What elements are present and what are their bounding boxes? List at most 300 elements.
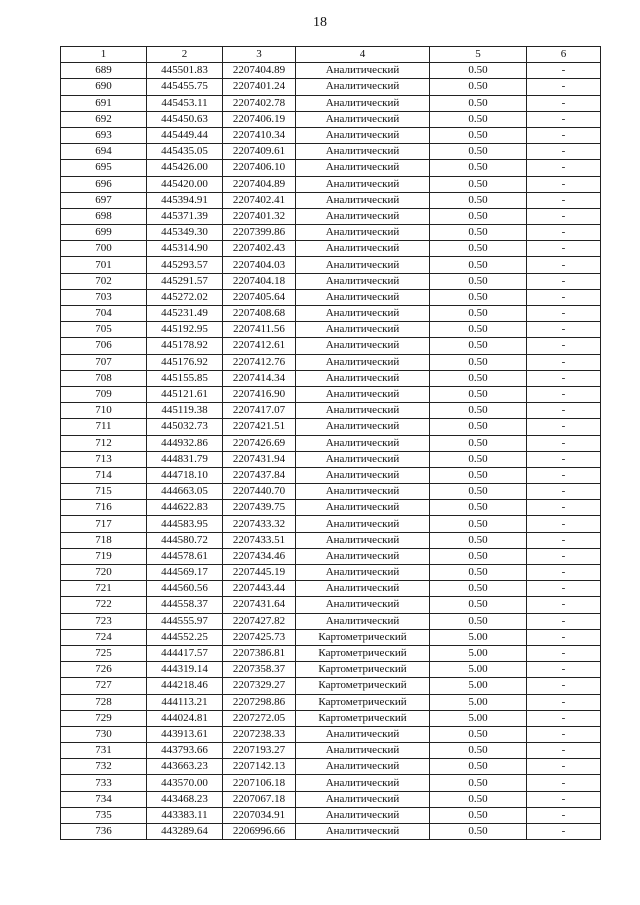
table-cell: 445420.00 (147, 176, 223, 192)
table-cell: 444580.72 (147, 532, 223, 548)
table-cell: 700 (61, 241, 147, 257)
table-cell: Аналитический (296, 484, 430, 500)
table-cell: 0.50 (430, 241, 527, 257)
page-number: 18 (313, 15, 327, 30)
table-row (61, 273, 601, 289)
table-cell: 444024.81 (147, 710, 223, 726)
table-cell: - (527, 451, 601, 467)
table-row (61, 824, 601, 840)
table-cell: 0.50 (430, 208, 527, 224)
table-cell: 2207067.18 (223, 791, 296, 807)
table-cell: 443289.64 (147, 824, 223, 840)
table-cell: 734 (61, 791, 147, 807)
table-cell: Аналитический (296, 386, 430, 402)
table-cell: - (527, 565, 601, 581)
table-cell: 2207399.86 (223, 225, 296, 241)
table-cell: - (527, 208, 601, 224)
table-cell: 444560.56 (147, 581, 223, 597)
table-cell: - (527, 694, 601, 710)
table-cell: - (527, 629, 601, 645)
table-cell: Картометрический (296, 629, 430, 645)
table-cell: 5.00 (430, 662, 527, 678)
table-row (61, 759, 601, 775)
table-cell: 2207272.05 (223, 710, 296, 726)
table-cell: 727 (61, 678, 147, 694)
table-cell: 725 (61, 645, 147, 661)
table-cell: 730 (61, 726, 147, 742)
table-cell: - (527, 289, 601, 305)
table-row (61, 306, 601, 322)
table-cell: Аналитический (296, 807, 430, 823)
table-cell: 718 (61, 532, 147, 548)
table-cell: - (527, 257, 601, 273)
table-row (61, 629, 601, 645)
table-row (61, 208, 601, 224)
table-cell: 0.50 (430, 127, 527, 143)
table-row (61, 289, 601, 305)
table-cell: 5.00 (430, 710, 527, 726)
table-cell: 711 (61, 419, 147, 435)
table-cell: Аналитический (296, 597, 430, 613)
table-cell: 713 (61, 451, 147, 467)
table-cell: - (527, 419, 601, 435)
table-cell: 2207034.91 (223, 807, 296, 823)
table-cell: 0.50 (430, 322, 527, 338)
table-row (61, 176, 601, 192)
table-cell: 699 (61, 225, 147, 241)
table-cell: 0.50 (430, 338, 527, 354)
table-cell: 2207402.78 (223, 95, 296, 111)
table-cell: 0.50 (430, 111, 527, 127)
table-cell: 0.50 (430, 435, 527, 451)
table-cell: Картометрический (296, 678, 430, 694)
table-cell: - (527, 791, 601, 807)
table-cell: 0.50 (430, 516, 527, 532)
table-cell: 444831.79 (147, 451, 223, 467)
table-cell: Аналитический (296, 548, 430, 564)
table-cell: Аналитический (296, 516, 430, 532)
table-cell: 2207402.41 (223, 192, 296, 208)
table-cell: 0.50 (430, 824, 527, 840)
table-cell: 445178.92 (147, 338, 223, 354)
table-cell: 712 (61, 435, 147, 451)
table-cell: 2207433.51 (223, 532, 296, 548)
table-cell: 0.50 (430, 160, 527, 176)
table-row (61, 532, 601, 548)
table-cell: - (527, 645, 601, 661)
table-cell: 444417.57 (147, 645, 223, 661)
table-cell: 445192.95 (147, 322, 223, 338)
table-cell: Аналитический (296, 79, 430, 95)
table-cell: 443793.66 (147, 743, 223, 759)
table-cell: - (527, 678, 601, 694)
table-cell: - (527, 95, 601, 111)
table-cell: 0.50 (430, 500, 527, 516)
table-row (61, 63, 601, 79)
table-cell: 0.50 (430, 403, 527, 419)
table-row (61, 192, 601, 208)
table-cell: 5.00 (430, 645, 527, 661)
table-cell: 706 (61, 338, 147, 354)
table-cell: - (527, 775, 601, 791)
table-cell: - (527, 354, 601, 370)
table-cell: 0.50 (430, 743, 527, 759)
table-row (61, 127, 601, 143)
table-cell: 444218.46 (147, 678, 223, 694)
table-row (61, 160, 601, 176)
table-cell: 2207416.90 (223, 386, 296, 402)
table-cell: 2207412.76 (223, 354, 296, 370)
table-cell: - (527, 111, 601, 127)
table-cell: - (527, 581, 601, 597)
table-cell: 445501.83 (147, 63, 223, 79)
table-cell: Аналитический (296, 322, 430, 338)
table-cell: - (527, 743, 601, 759)
table-cell: 704 (61, 306, 147, 322)
table-cell: 0.50 (430, 791, 527, 807)
table-cell: 2207433.32 (223, 516, 296, 532)
table-cell: 445176.92 (147, 354, 223, 370)
table-cell: Аналитический (296, 160, 430, 176)
table-cell: 2207405.64 (223, 289, 296, 305)
table-cell: 0.50 (430, 289, 527, 305)
table-cell: Аналитический (296, 111, 430, 127)
table-cell: 2207193.27 (223, 743, 296, 759)
table-cell: - (527, 144, 601, 160)
table-row (61, 710, 601, 726)
table-row (61, 484, 601, 500)
table-cell: 0.50 (430, 370, 527, 386)
table-cell: 444578.61 (147, 548, 223, 564)
table-cell: 445032.73 (147, 419, 223, 435)
table-cell: Аналитический (296, 403, 430, 419)
table-cell: 0.50 (430, 95, 527, 111)
table-cell: 689 (61, 63, 147, 79)
table-cell: 708 (61, 370, 147, 386)
table-cell: Картометрический (296, 662, 430, 678)
table-cell: 445293.57 (147, 257, 223, 273)
table-cell: 702 (61, 273, 147, 289)
table-cell: 690 (61, 79, 147, 95)
table-cell: - (527, 726, 601, 742)
table-cell: 2207414.34 (223, 370, 296, 386)
table-row (61, 613, 601, 629)
table-cell: 0.50 (430, 775, 527, 791)
table-cell: 0.50 (430, 484, 527, 500)
table-cell: 2207417.07 (223, 403, 296, 419)
table-cell: 444555.97 (147, 613, 223, 629)
table-cell: 0.50 (430, 225, 527, 241)
column-header: 3 (223, 47, 296, 63)
table-row (61, 645, 601, 661)
table-row (61, 500, 601, 516)
column-header: 1 (61, 47, 147, 63)
table-cell: 0.50 (430, 451, 527, 467)
table-cell: 0.50 (430, 613, 527, 629)
table-cell: - (527, 63, 601, 79)
table-cell: 0.50 (430, 581, 527, 597)
table-cell: 443913.61 (147, 726, 223, 742)
table-cell: 693 (61, 127, 147, 143)
table-cell: 698 (61, 208, 147, 224)
table-cell: 0.50 (430, 726, 527, 742)
table-cell: Аналитический (296, 273, 430, 289)
table-cell: 732 (61, 759, 147, 775)
table-cell: 444622.83 (147, 500, 223, 516)
table-cell: - (527, 370, 601, 386)
table-cell: 5.00 (430, 694, 527, 710)
table-cell: 445450.63 (147, 111, 223, 127)
table-cell: 445231.49 (147, 306, 223, 322)
table-cell: - (527, 824, 601, 840)
table-cell: 444552.25 (147, 629, 223, 645)
table-cell: - (527, 322, 601, 338)
table-row (61, 775, 601, 791)
table-cell: 0.50 (430, 759, 527, 775)
table-cell: - (527, 79, 601, 95)
table-cell: Аналитический (296, 565, 430, 581)
table-cell: Аналитический (296, 257, 430, 273)
table-row (61, 435, 601, 451)
table-cell: Аналитический (296, 127, 430, 143)
table-cell: 444932.86 (147, 435, 223, 451)
table-cell: 443468.23 (147, 791, 223, 807)
table-cell: 2207358.37 (223, 662, 296, 678)
table-cell: 2206996.66 (223, 824, 296, 840)
table-cell: - (527, 160, 601, 176)
table-body (61, 63, 601, 840)
table-cell: Аналитический (296, 759, 430, 775)
table-cell: - (527, 759, 601, 775)
table-row (61, 225, 601, 241)
table-row (61, 419, 601, 435)
table-cell: 710 (61, 403, 147, 419)
table-cell: 728 (61, 694, 147, 710)
column-header: 4 (296, 47, 430, 63)
table-cell: - (527, 532, 601, 548)
table-row (61, 241, 601, 257)
column-header: 6 (527, 47, 601, 63)
table-cell: 722 (61, 597, 147, 613)
table-cell: 2207411.56 (223, 322, 296, 338)
table-cell: 2207439.75 (223, 500, 296, 516)
table-cell: 444113.21 (147, 694, 223, 710)
table-cell: Аналитический (296, 613, 430, 629)
table-cell: Аналитический (296, 338, 430, 354)
table-cell: 2207404.03 (223, 257, 296, 273)
table-cell: Аналитический (296, 435, 430, 451)
table-cell: 715 (61, 484, 147, 500)
table-cell: Картометрический (296, 710, 430, 726)
table-cell: 2207440.70 (223, 484, 296, 500)
table-cell: - (527, 597, 601, 613)
table-cell: - (527, 241, 601, 257)
table-cell: 0.50 (430, 467, 527, 483)
table-row (61, 791, 601, 807)
table-cell: - (527, 225, 601, 241)
table-cell: 444319.14 (147, 662, 223, 678)
table-cell: Аналитический (296, 176, 430, 192)
table-row (61, 95, 601, 111)
table-cell: Аналитический (296, 289, 430, 305)
table-cell: 735 (61, 807, 147, 823)
table-cell: 444583.95 (147, 516, 223, 532)
table-cell: - (527, 516, 601, 532)
table-cell: 2207410.34 (223, 127, 296, 143)
table-cell: 2207329.27 (223, 678, 296, 694)
table-cell: 445314.90 (147, 241, 223, 257)
table-cell: - (527, 500, 601, 516)
table-cell: 443663.23 (147, 759, 223, 775)
table-cell: Аналитический (296, 354, 430, 370)
table-cell: 445291.57 (147, 273, 223, 289)
table-cell: 2207406.10 (223, 160, 296, 176)
table-cell: Аналитический (296, 726, 430, 742)
table-row (61, 403, 601, 419)
table-cell: 2207408.68 (223, 306, 296, 322)
table-cell: 2207404.89 (223, 176, 296, 192)
table-cell: 445272.02 (147, 289, 223, 305)
table-cell: 445121.61 (147, 386, 223, 402)
table-cell: 701 (61, 257, 147, 273)
table-row (61, 370, 601, 386)
table-cell: 695 (61, 160, 147, 176)
table-cell: 0.50 (430, 565, 527, 581)
table-cell: 2207404.89 (223, 63, 296, 79)
table-cell: 0.50 (430, 257, 527, 273)
table-cell: 721 (61, 581, 147, 597)
table-row (61, 79, 601, 95)
table-row (61, 678, 601, 694)
table-cell: 2207106.18 (223, 775, 296, 791)
table-cell: - (527, 386, 601, 402)
table-cell: 2207298.86 (223, 694, 296, 710)
table-cell: 736 (61, 824, 147, 840)
table-cell: - (527, 403, 601, 419)
table-cell: 0.50 (430, 192, 527, 208)
table-cell: 0.50 (430, 548, 527, 564)
table-cell: 733 (61, 775, 147, 791)
table-cell: 2207402.43 (223, 241, 296, 257)
table-cell: 2207437.84 (223, 467, 296, 483)
table-cell: 2207401.32 (223, 208, 296, 224)
table-header-row (61, 47, 601, 63)
table-cell: Аналитический (296, 241, 430, 257)
table-row (61, 111, 601, 127)
table-cell: 0.50 (430, 807, 527, 823)
table-cell: 445435.05 (147, 144, 223, 160)
table-cell: 445453.11 (147, 95, 223, 111)
table-cell: 445371.39 (147, 208, 223, 224)
table-row (61, 581, 601, 597)
table-cell: - (527, 662, 601, 678)
table-cell: 445349.30 (147, 225, 223, 241)
table-cell: 705 (61, 322, 147, 338)
table-cell: 2207431.64 (223, 597, 296, 613)
table-cell: 2207434.46 (223, 548, 296, 564)
table-row (61, 516, 601, 532)
column-header: 5 (430, 47, 527, 63)
table-cell: 2207238.33 (223, 726, 296, 742)
table-cell: 0.50 (430, 273, 527, 289)
table-cell: 723 (61, 613, 147, 629)
table-cell: 2207386.81 (223, 645, 296, 661)
table-row (61, 451, 601, 467)
table-row (61, 565, 601, 581)
table-cell: 731 (61, 743, 147, 759)
table-cell: 726 (61, 662, 147, 678)
table-cell: 5.00 (430, 678, 527, 694)
table-cell: Аналитический (296, 63, 430, 79)
table-cell: Аналитический (296, 306, 430, 322)
table-cell: 720 (61, 565, 147, 581)
table-cell: 2207426.69 (223, 435, 296, 451)
table-cell: - (527, 467, 601, 483)
table-cell: - (527, 613, 601, 629)
table-cell: Картометрический (296, 645, 430, 661)
table-cell: 443383.11 (147, 807, 223, 823)
table-cell: 0.50 (430, 79, 527, 95)
table-cell: 444569.17 (147, 565, 223, 581)
table-cell: 2207421.51 (223, 419, 296, 435)
table-cell: Аналитический (296, 467, 430, 483)
table-cell: Аналитический (296, 743, 430, 759)
table-cell: Аналитический (296, 824, 430, 840)
table-cell: 0.50 (430, 597, 527, 613)
table-cell: 2207425.73 (223, 629, 296, 645)
column-header: 2 (147, 47, 223, 63)
table-cell: 444718.10 (147, 467, 223, 483)
table-row (61, 386, 601, 402)
table-cell: Аналитический (296, 95, 430, 111)
table-cell: Аналитический (296, 419, 430, 435)
table-cell: 2207406.19 (223, 111, 296, 127)
table-cell: 2207404.18 (223, 273, 296, 289)
table-row (61, 597, 601, 613)
table-cell: 5.00 (430, 629, 527, 645)
table-cell: Аналитический (296, 451, 430, 467)
table-cell: 697 (61, 192, 147, 208)
table-cell: - (527, 192, 601, 208)
table-cell: 2207443.44 (223, 581, 296, 597)
table-cell: 691 (61, 95, 147, 111)
table-cell: 709 (61, 386, 147, 402)
table-cell: 445455.75 (147, 79, 223, 95)
table-cell: Аналитический (296, 370, 430, 386)
table-cell: 703 (61, 289, 147, 305)
table-row (61, 807, 601, 823)
table-cell: - (527, 710, 601, 726)
table-cell: - (527, 176, 601, 192)
table-cell: - (527, 338, 601, 354)
coordinates-table (60, 46, 601, 840)
table-cell: 714 (61, 467, 147, 483)
table-cell: Аналитический (296, 225, 430, 241)
table-cell: Аналитический (296, 500, 430, 516)
table-row (61, 338, 601, 354)
table-row (61, 694, 601, 710)
table-cell: - (527, 273, 601, 289)
table-cell: 445155.85 (147, 370, 223, 386)
table-cell: Картометрический (296, 694, 430, 710)
table-cell: 692 (61, 111, 147, 127)
table-cell: - (527, 807, 601, 823)
table-cell: Аналитический (296, 192, 430, 208)
table-cell: 2207142.13 (223, 759, 296, 775)
table-cell: 2207409.61 (223, 144, 296, 160)
table-cell: 445394.91 (147, 192, 223, 208)
table-cell: 2207427.82 (223, 613, 296, 629)
